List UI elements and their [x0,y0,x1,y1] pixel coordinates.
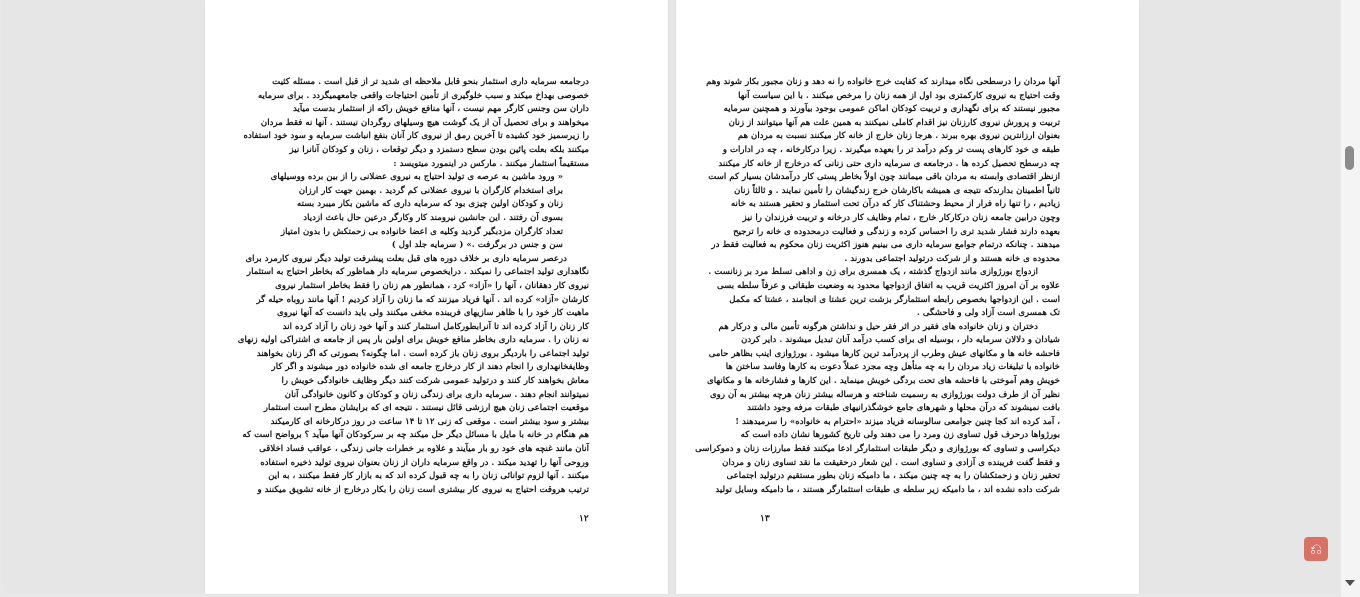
pdf-download-button[interactable] [1304,537,1328,561]
scroll-down-arrow-icon[interactable] [1345,580,1355,586]
text-line: نگاهداری تولید اجتماعی را نمیکند . درایخصوص سرمایه دار هماظور که بخاطر احتیاج به استثمار [246,267,589,278]
text-line: چه درسطح تحصیل کرده ها . درجامعه ی سرمایه داری حتی زنانی که درخارج از خانه کار میکنند [718,158,1060,169]
text-line: علاوه بر آن امروز اکثریت قریب به اتفاق ازدواجها محدود به وضعیت طبقاتی و عرفاً سلطه بسی [716,280,1060,291]
text-line: میکنند . آنها لزوم توانائی زنان را به چه قبول کرده اند که به بازار کار فقط میکنند ، به این [268,471,589,482]
text-line: سن و جنس در برگرفت .» ( سرمایه جلد اول ) [391,240,563,251]
text-line: میخواهند و برای تحصیل آن از یک گوشت هیچ وسیلهای روگردان نیستند . آنها نه فقط مردان [260,117,589,128]
text-line: بورژواها درحرف قول تساوی زن ومرد را می دهند ولی تاریخ کشورها نشان داده است که [740,430,1060,441]
text-line: آنان مانند غنچه های خود رو بار میآیند و علاوه بر خطرات جانی زندگی ، عواقب فساد اخلاقی [259,444,589,455]
text-line: زیادیم ، را تنها راه فرار از محیط وحشتناک کار که درآن تحت استثمار و تحقیر هستند به خانه [730,199,1060,210]
text-line: فاحشه خانه ها و مکانهای عیش وطرب از پردرآمد ترین کارها میشود . بورژوازی اینب بظاهر حامی [708,348,1060,359]
text-line: تک همسری است آزاد ولی و فاحشگی . [916,308,1060,319]
text-line: بسوی آن رفتند . این جانشین نیرومند کار وکارگر درعین حال باعث ازدیاد [303,212,563,223]
text-line: بعنوان ارزانترین نیروی بهره ببرند . هرجا زنان خارج از خانه کار میکنند نسبت به مردان هم [737,131,1060,142]
acrobat-pdf-icon: ⎌ [1309,540,1322,558]
text-line: ازدواج بورژوازی مانند ازدواج گذشته ، یک همسری برای زن و اداهی تسلط مرد بر زنانست . [708,267,1038,278]
text-line: ، آمد کرده اند کجا چنین جوامعی سالوسانه فریاد میزند «احترام به خانواده» را سرمیدهند ! [735,416,1060,427]
text-line: شرکت داده نشده اند ، ما دامیکه زیر سلطه ی طبقات استثمارگر هستند ، ما دامیکه وسایل تولید [715,484,1060,495]
text-line: ترتیب هروقت احتیاج به نیروی کار بیشتری است زنان را بکار درخارج از خانه تشویق میکنند و [257,484,589,495]
text-line: طبقه ی خود کارهای پست تر وکم درآمد تر را بعهده میگیرند . زیرا درکارخانه ، چه در ادارات و [722,144,1060,155]
text-line: و فقط گفت فریبنده ی آزادی و تساوی است . این شعار درحقیقت ما نقد تساوی زنان و مردان [722,457,1060,468]
text-line: داران سن وجنس کارگر مهم نیست ، آنها منافع خویش راکه از استثمار بدست میآید [292,104,589,115]
text-line: درجامعه سرمایه داری استثمار بنحو قابل ملاحظه ای شدید تر از قبل است . مسئله کثیت [272,77,589,87]
text-line: معاش بخواهند کار کنند و درتولید عمومی شرکت کنند دیگر وظایف خانوادگی خویش را [281,376,589,387]
text-line: دیکراسی و تساوی که بورژوازی و دیگر طبقات استثمارگر ادعا میکنند فقط مبارزات زنان و دموکراسی [695,444,1060,455]
page-text-block [237,76,589,497]
text-line: ازنظر اقتصادی وابسته به مردان باقی میمانند چون اولاً بخاطر پستی کار درآمدشان بسیار کم است [708,172,1060,183]
text-line: هم هنگام در خانه با مایل با مسائل دیگر حل میکند چه بر سرکودکان آنها میآید ؟ برواضح است که [242,430,589,441]
text-line: نظیر آن از طرف دولت بورژوازی به رسمیت شناخته و هرساله بیشتر زنان هرچه بیشتر به آن روی [709,389,1060,400]
text-line: نه زنان را . سرمایه داری بخاطر منافع خویش برای اولین بار پس از جامعه ی اشتراکی اولیه زنهای [237,335,589,346]
text-line: تعداد کارگران مزدبگیر گردید وکلیه ی اعضا خانواده بی زحمتکش را بدون امتیاز [281,226,563,237]
text-line: وروحی آنها را تهدید میکند . در واقع سرمایه داران از زنان بعنوان نیروی تولید ذخیره استفاده [260,457,589,468]
vertical-scrollbar[interactable] [1341,0,1360,597]
text-line: دختران و زنان خانواده های فقیر در اثر فقر حیل و نداشتن هرگونه تأمین مالی و درکار هم [718,321,1038,332]
text-line: ماهیت کار خود را با ظاهر سازیهای فریبنده مخفی میکنند ولی باید دانست که آنها نیروی [276,308,589,319]
text-line: محدوده ی خانه هستند و از شرکت درتولید اجتماعی بدورند . [844,253,1060,264]
text-line: شیادان و دلالان سرمایه دار ، بوسیله ای برای کسب درآمد آنان تبدیل میشوند . دایر کردن [741,335,1060,346]
text-line: نیروی کار دهقانان ، آنها را «آزاد» کرد ، همانطور هم زنان را فقط بخاطر استثمار نیروی [275,280,589,291]
text-line: آنها مردان را درسطحی نگاه میدارند که کفایت خرج خانواده را نه دهد و زنان مجبور بکار شوند وهم [706,77,1060,87]
text-line: میکنند بلکه بعلت پائین بودن سطح دستمزد و دیگر توقعات ، زنان و کودکان آنانرا نیز [289,144,589,155]
text-line: کار زنان را آزاد کرده اند تا آنرابطورکامل استثمار کنند و آنها خود زنان را آزاد کرده اند [282,321,589,332]
text-line: بیشتر و سود بیشتر است . موقعی که زنی ۱۲ تا ۱۴ ساعت در روز درکارخانه ای کارمیکند [270,416,589,427]
document-page-right [676,0,1139,594]
text-line: مستقیماً استثمار میکنند . مارکس در اینمورد میتویسد : [393,158,589,169]
page-number: ۱۲ [579,514,589,524]
scrollbar-thumb[interactable] [1345,146,1354,170]
text-line: کارشان «آزاد» کرده اند . آنها فریاد میزنند که ما زنان را آزاد کردیم ! آنها مانند روباه حیله گر [256,294,589,305]
text-line: بعهده دارند فشار شدید تری را احساس کرده و زندگی و فعالیت درمحدوده ی خانه را ترجیح [733,226,1060,237]
text-line: زنان و کودکان اولین چیزی بود که سرمایه داری که ماشین بکار میبرد بسته [297,199,563,210]
text-line: ثانیاً اطمینان بدارندکه نتیجه ی همیشه باکارشان خرج زندگیشان را تأمین نمایند . و ثالثاً زنان [734,185,1060,196]
text-line: خویش وهم آموختی با فاحشه های تحت بردگی خویش مینماید . این کارها و فشارخانه ها و مکانهای [707,376,1060,387]
text-line: وقت احتیاج به نیروی کارکمتری بود اول از همه زنان را مرخص میکنند . با این سیاست آنها [738,90,1060,101]
text-line: وچون درابین جامعه زنان درکارکار خارج ، تمام وظایف کار درخانه و تربیت فرزندان را نیز [742,212,1060,223]
text-line: وظایفخانهداری را انجام دهند از کار درخارج جامعه ای شده خانواده دور میشوند و اگر کار [271,362,589,373]
text-line: « ورود ماشین به عرصه ی تولید احتیاج به نیروی عضلانی را از بین برده ووسیلهای [270,172,563,183]
text-line: درعصر سرمایه داری بر خلاف دوره های قبل بعلت پیشرفت تولید دیگر نیروی کارمرد برای [245,253,567,264]
text-line: تربیت و پرورش نیروی کارزنان نیز اقدام کاملی نمیکنند به همین علت هم آنها میتوانند از زنان [728,117,1060,128]
text-line: تولید اجتماعی را باردیگر بروی زنان باز کرده است . اما چگونه؟ بصورتی که اگر زنان بخواهند [256,348,589,359]
text-line: نمیتوانند انجام دهند . سرمایه داری برای زندگی زنان و کودکان و کانون خانوادگی آنان [284,389,589,400]
page-number: ۱۳ [760,514,770,524]
text-line: خانواده با تبلیغات زیاد مردان را به چه متأهل وچه مجرد عملاً دعوت به کارها وفاسد ساختن ها [725,362,1060,373]
document-page-left [205,0,668,594]
text-line: بافت نمیشوند که درآن محلها و شهرهای جامع خوشگذرانیهای طبقات مرفه وجود داشتند [747,403,1060,414]
text-line: میدهند . چنانکه درتمام جوامع سرمایه داری می بینیم هنوز اکثریت زنان محکوم به فعالیت فقط در [711,240,1060,251]
page-text-block [695,76,1060,497]
text-line: را زیرسمیز خود کشیده تا آخرین رمق از نیروی کار آنان بنفع انباشت سرمایه و سود خود استفاده [243,131,589,142]
text-line: مجبور نیستند که برای نگهداری و تربیت کودکان اماکن عمومی بوجود بیآورند و همچنین سرمایه [723,104,1060,115]
text-line: تحقیر زنان و زحمتکشان را به چه چنین میکند ، ما دامیکه زنان بطور مستقیم درتولید اجتماعی [726,471,1060,482]
text-line: خصوصی بهداخ میکند و سبب خلوگیری از تأمین احتیاجات واقعی جامعهمیگردد . برای سرمایه [257,90,589,101]
text-line: برای استخدام کارگران با نیروی عضلانی کم گردید . بهمین جهت کار ارزان [298,185,563,196]
text-line: موقعیت اجتماعی زنان هیچ ارزشی قائل نیستند . نتیجه ای که برایشان مطرح است استثمار [263,403,589,414]
text-line: است . این ازدواجها بخصوص رابطه استثمارگر بزشت ترین عشتا ی انجامند ، عشتا که مکمل [729,294,1060,305]
pdf-viewer [3,0,1341,594]
